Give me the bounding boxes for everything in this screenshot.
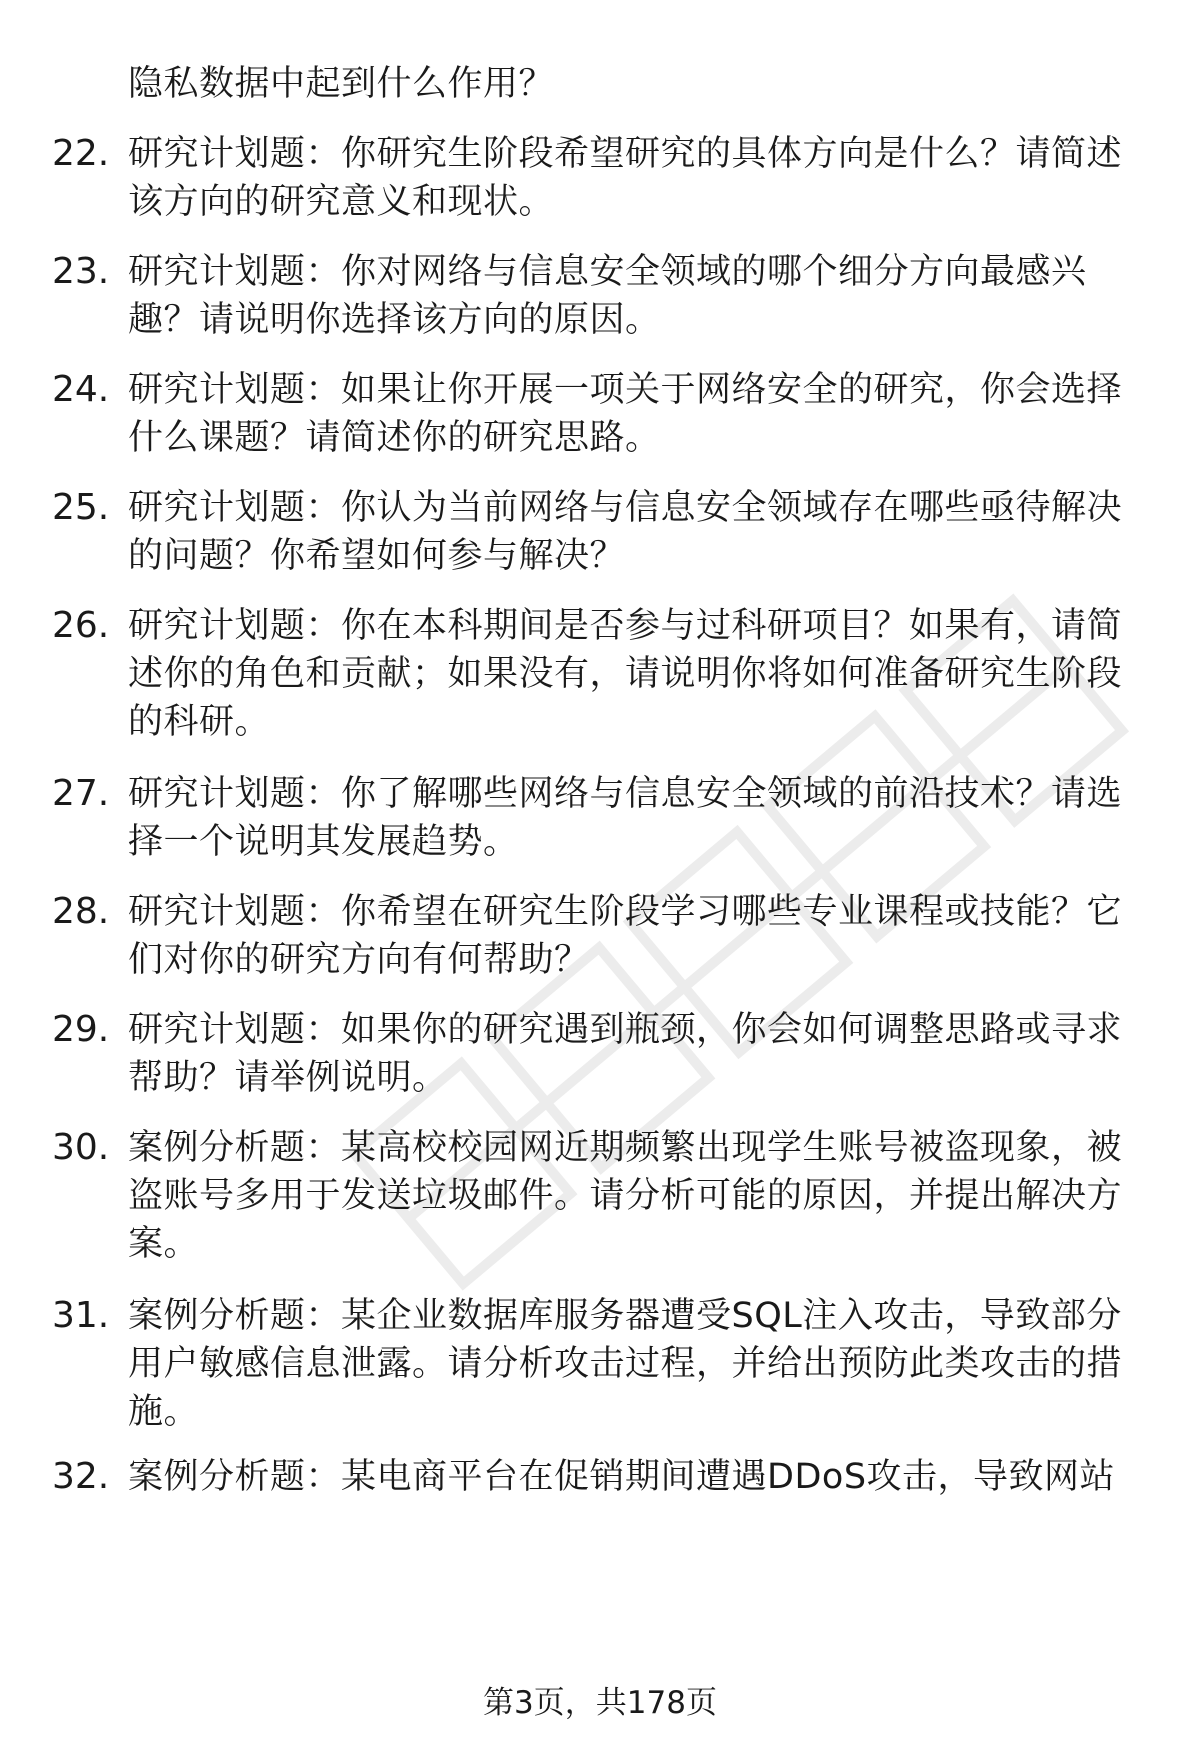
question-text-line: 什么课题？请简述你的研究思路。 (128, 418, 661, 458)
question-text-line: 的问题？你希望如何参与解决？ (128, 536, 626, 576)
question-number: 31. (52, 1295, 110, 1336)
question-text (128, 248, 1138, 344)
question-text-line: 研究计划题：你希望在研究生阶段学习哪些专业课程或技能？它 (128, 892, 1123, 932)
question-text-line: 的科研。 (128, 702, 271, 742)
question-text (128, 770, 1138, 866)
question-text (128, 366, 1138, 462)
question-text-line: 案例分析题：某企业数据库服务器遭受SQL注入攻击，导致部分 (128, 1296, 1122, 1336)
question-text (128, 484, 1138, 580)
question-text (128, 1006, 1138, 1102)
question-number: 22. (52, 133, 110, 174)
question-text-line: 们对你的研究方向有何帮助？ (128, 940, 590, 980)
question-text-line: 趣？请说明你选择该方向的原因。 (128, 300, 661, 340)
page-footer: 第3页，共178页 (483, 1685, 717, 1721)
question-number: 32. (52, 1456, 110, 1497)
question-number: 29. (52, 1009, 110, 1050)
question-text-line: 隐私数据中起到什么作用？ (128, 64, 555, 104)
question-number: 24. (52, 369, 110, 410)
question-text-line: 施。 (128, 1392, 200, 1432)
question-number: 23. (52, 251, 110, 292)
question-text-line: 研究计划题：你在本科期间是否参与过科研项目？如果有，请简 (128, 606, 1123, 646)
question-text-line: 述你的角色和贡献；如果没有，请说明你将如何准备研究生阶段 (128, 654, 1123, 694)
question-text-line: 案例分析题：某电商平台在促销期间遭遇DDoS攻击，导致网站 (128, 1457, 1116, 1497)
question-text (128, 1292, 1138, 1436)
question-text-line: 帮助？请举例说明。 (128, 1058, 448, 1098)
question-text (128, 888, 1138, 984)
question-text (128, 60, 1138, 108)
question-number: 28. (52, 891, 110, 932)
question-text-line: 研究计划题：你对网络与信息安全领域的哪个细分方向最感兴 (128, 252, 1087, 292)
question-text-line: 研究计划题：如果你的研究遇到瓶颈，你会如何调整思路或寻求 (128, 1010, 1123, 1050)
question-text (128, 602, 1138, 746)
question-text-line: 该方向的研究意义和现状。 (128, 182, 555, 222)
question-text-line: 盗账号多用于发送垃圾邮件。请分析可能的原因，并提出解决方 (128, 1176, 1123, 1216)
question-text-line: 案。 (128, 1224, 200, 1264)
question-text-line: 研究计划题：你了解哪些网络与信息安全领域的前沿技术？请选 (128, 774, 1123, 814)
question-text-line: 研究计划题：如果让你开展一项关于网络安全的研究，你会选择 (128, 370, 1123, 410)
question-number: 27. (52, 773, 110, 814)
question-text-line: 用户敏感信息泄露。请分析攻击过程，并给出预防此类攻击的措 (128, 1344, 1123, 1384)
question-number: 30. (52, 1127, 110, 1168)
question-text (128, 1124, 1138, 1268)
question-text-line: 案例分析题：某高校校园网近期频繁出现学生账号被盗现象，被 (128, 1128, 1123, 1168)
question-text-line: 择一个说明其发展趋势。 (128, 822, 519, 862)
question-text (128, 1453, 1138, 1501)
question-number: 25. (52, 487, 110, 528)
question-number: 26. (52, 605, 110, 646)
question-text-line: 研究计划题：你研究生阶段希望研究的具体方向是什么？请简述 (128, 134, 1123, 174)
question-text (128, 130, 1138, 226)
question-text-line: 研究计划题：你认为当前网络与信息安全领域存在哪些亟待解决 (128, 488, 1123, 528)
